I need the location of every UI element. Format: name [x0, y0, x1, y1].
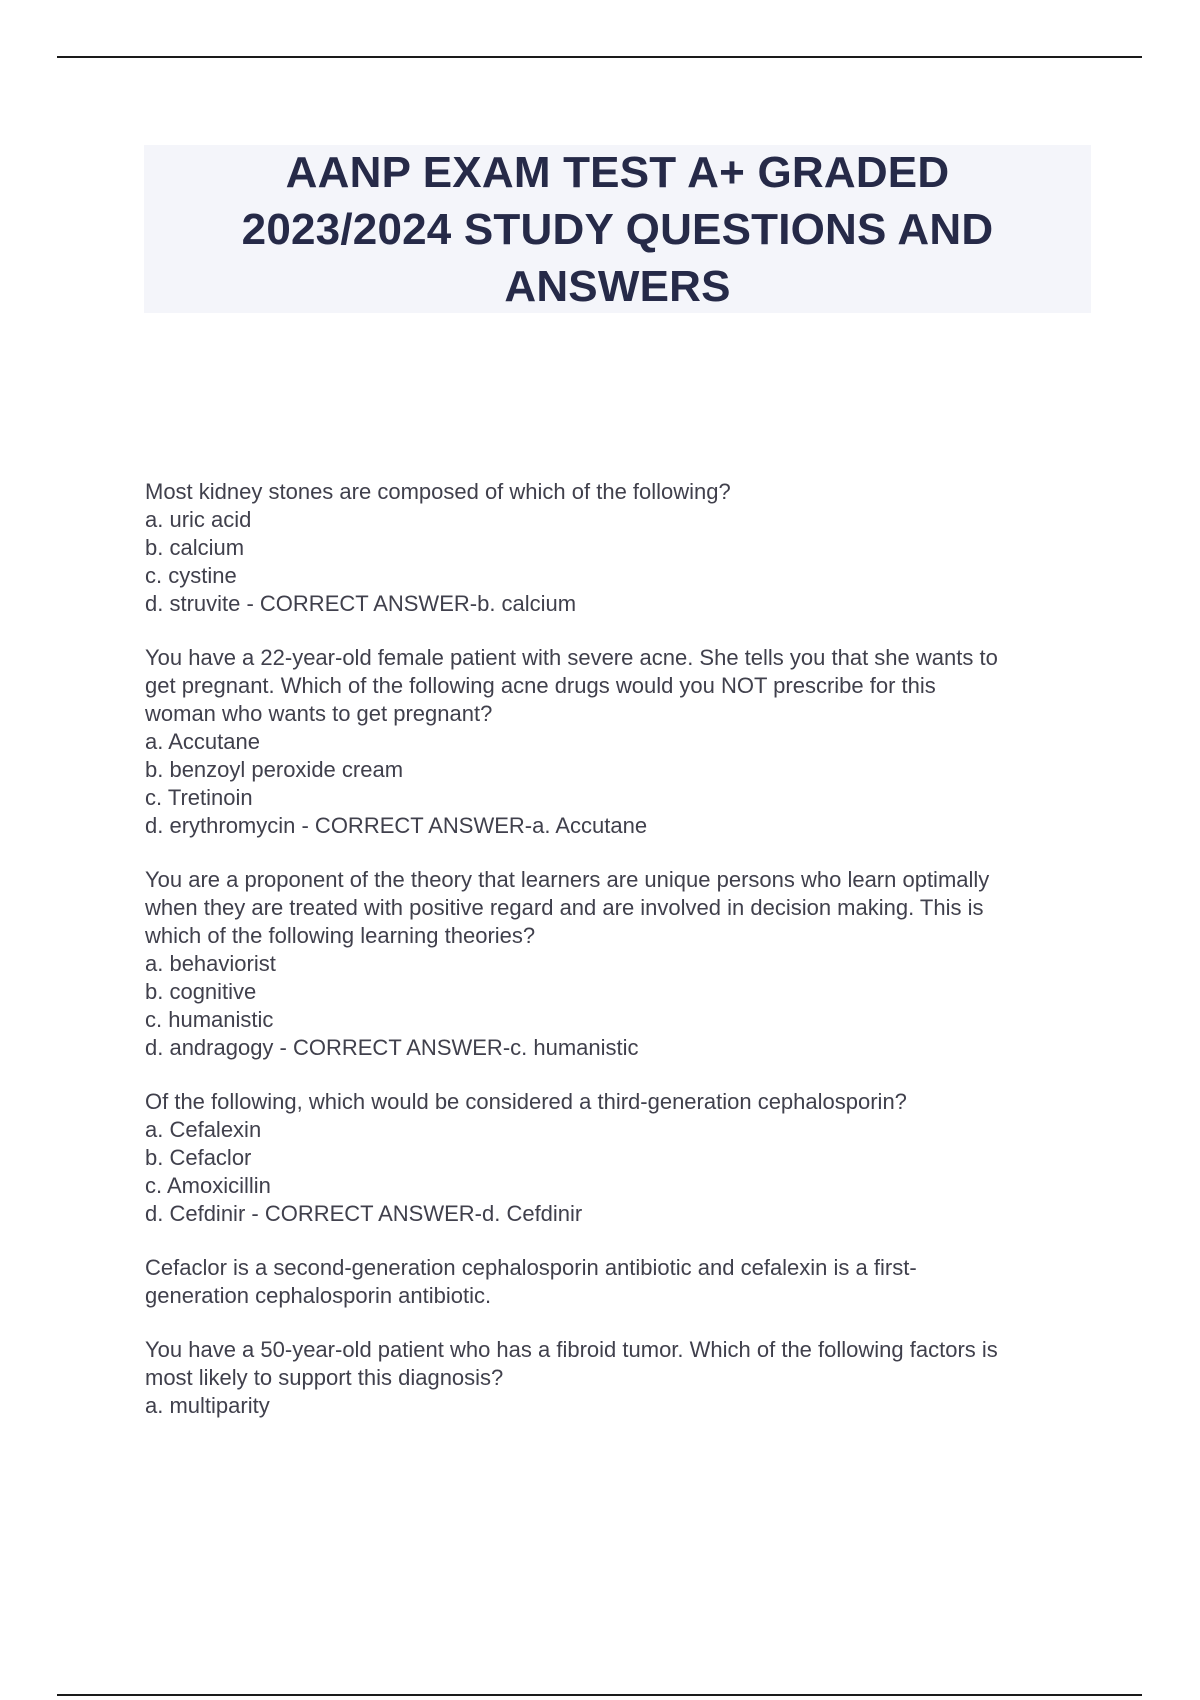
answer-option-with-correct-answer: d. erythromycin - CORRECT ANSWER-a. Accutane: [145, 813, 648, 838]
top-rule: [57, 56, 1142, 58]
answer-option: c. Tretinoin: [145, 785, 253, 810]
question-text: most likely to support this diagnosis?: [145, 1365, 504, 1390]
title-banner: [144, 145, 1091, 313]
question-block: [145, 866, 1095, 1062]
answer-option: c. Amoxicillin: [145, 1173, 271, 1198]
explanation-text: generation cephalosporin antibiotic.: [145, 1283, 492, 1308]
question-block: [145, 1336, 1095, 1420]
explanation-block: [145, 1254, 1095, 1310]
answer-option-with-correct-answer: d. Cefdinir - CORRECT ANSWER-d. Cefdinir: [145, 1201, 583, 1226]
answer-option-with-correct-answer: d. struvite - CORRECT ANSWER-b. calcium: [145, 591, 577, 616]
answer-option: a. behaviorist: [145, 951, 276, 976]
explanation-text: Cefaclor is a second-generation cephalosporin antibiotic and cefalexin is a first-: [145, 1255, 917, 1280]
question-text: when they are treated with positive regard and are involved in decision making. This is: [145, 895, 984, 920]
answer-option: c. cystine: [145, 563, 237, 588]
answer-option: c. humanistic: [145, 1007, 274, 1032]
answer-option: b. cognitive: [145, 979, 257, 1004]
answer-option: a. multiparity: [145, 1393, 270, 1418]
question-text: Of the following, which would be considered a third-generation cephalosporin?: [145, 1089, 907, 1114]
answer-option: a. uric acid: [145, 507, 252, 532]
answer-option-with-correct-answer: d. andragogy - CORRECT ANSWER-c. humanistic: [145, 1035, 639, 1060]
question-text: You are a proponent of the theory that learners are unique persons who learn optimally: [145, 867, 990, 892]
answer-option: b. Cefaclor: [145, 1145, 252, 1170]
question-block: [145, 478, 1095, 618]
question-text: You have a 50-year-old patient who has a fibroid tumor. Which of the following factors is: [145, 1337, 998, 1362]
question-text: You have a 22-year-old female patient with severe acne. She tells you that she wants to: [145, 645, 998, 670]
answer-option: b. calcium: [145, 535, 245, 560]
answer-option: a. Cefalexin: [145, 1117, 262, 1142]
bottom-rule: [57, 1694, 1142, 1696]
question-text: Most kidney stones are composed of which of the following?: [145, 479, 731, 504]
answer-option: b. benzoyl peroxide cream: [145, 757, 404, 782]
document-title: AANP EXAM TEST A+ GRADED 2023/2024 STUDY QUESTIONS AND ANSWERS: [241, 147, 994, 311]
answer-option: a. Accutane: [145, 729, 260, 754]
question-text: woman who wants to get pregnant?: [145, 701, 493, 726]
question-text: get pregnant. Which of the following acne drugs would you NOT prescribe for this: [145, 673, 936, 698]
question-text: which of the following learning theories?: [145, 923, 536, 948]
question-block: [145, 1088, 1095, 1228]
question-list: [145, 478, 1095, 1446]
question-block: [145, 644, 1095, 840]
